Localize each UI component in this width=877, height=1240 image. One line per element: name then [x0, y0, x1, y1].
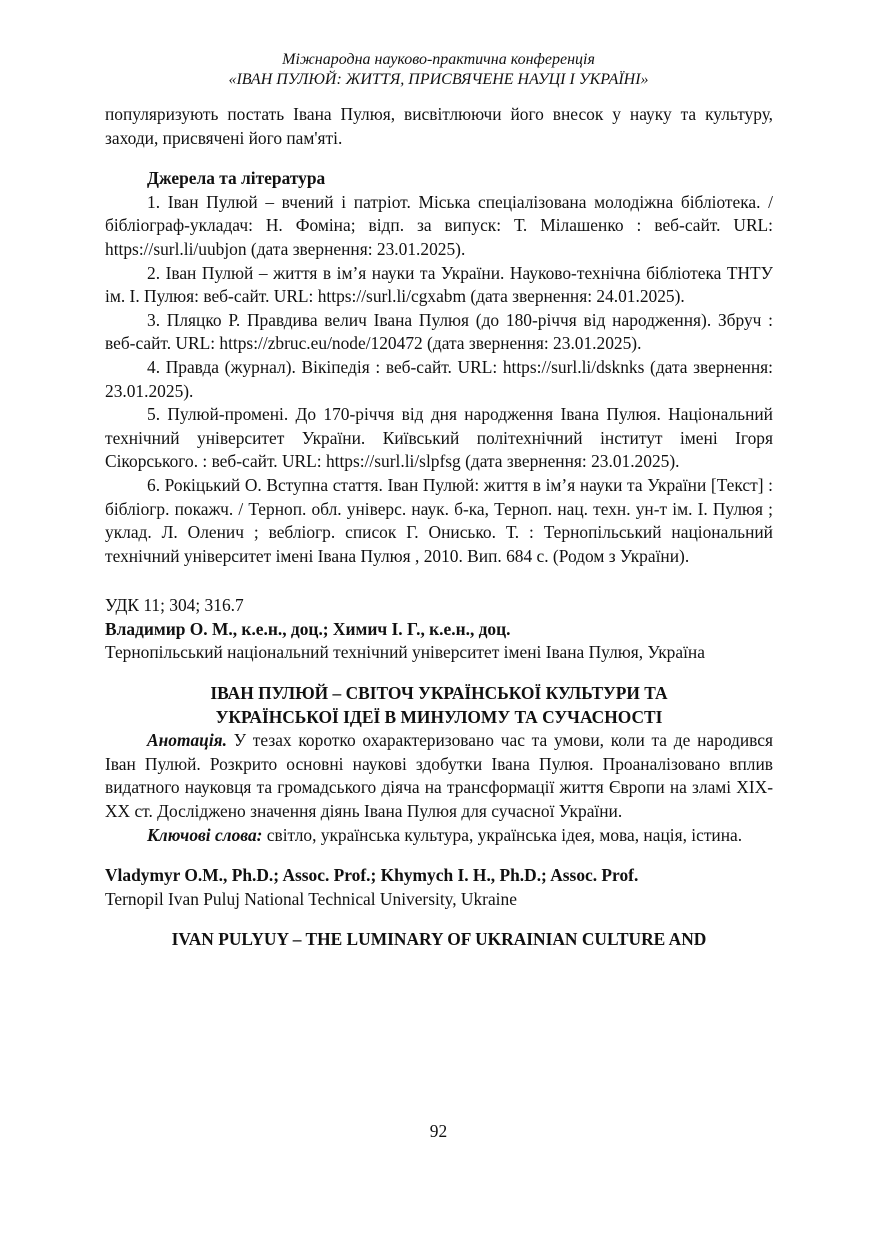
source-item-2: 2. Іван Пулюй – життя в ім’я науки та України. Науково-технічна бібліотека ТНТУ ім. І. Пулюя: веб-сайт. URL: https://surl.li/cgxabm (дата звернення: 24.01.2025).	[105, 262, 773, 307]
conference-header-line2: «ІВАН ПУЛЮЙ: ЖИТТЯ, ПРИСВЯЧЕНЕ НАУЦІ І УКРАЇНІ»	[228, 71, 649, 88]
authors-ua: Владимир О. М., к.е.н., доц.; Химич І. Г., к.е.н., доц.	[105, 618, 511, 639]
authors-en: Vladymyr O.M., Ph.D.; Assoc. Prof.; Khymych I. H., Ph.D.; Assoc. Prof.	[105, 865, 639, 886]
abstract-text: У тезах коротко охарактеризовано час та умови, коли та де народився Іван Пулюй. Розкрито основні наукові здобутки Івана Пулюя. Проаналізовано вплив видатного науковця та громадського діяча на трансформації життя Європи на зламі ХІХ-ХХ ст. Досліджено значення діянь Івана Пулюя для сучасної України.	[105, 730, 773, 822]
title-ua-line2: УКРАЇНСЬКОЇ ІДЕЇ В МИНУЛОМУ ТА СУЧАСНОСТІ	[215, 706, 663, 727]
keywords-label: Ключові слова:	[147, 824, 263, 845]
page-content	[105, 103, 773, 952]
title-ua-line1: ІВАН ПУЛЮЙ – СВІТОЧ УКРАЇНСЬКОЇ КУЛЬТУРИ ТА	[210, 683, 668, 704]
conference-header-line1: Міжнародна науково-практична конференція	[282, 51, 595, 68]
keywords-paragraph	[105, 824, 773, 848]
source-item-5: 5. Пулюй-промені. До 170-річчя від дня народження Івана Пулюя. Національний технічний університет України. Київський політехнічний інститут імені Ігоря Сікорського. : веб-сайт. URL: https://surl.li/slpfsg (дата звернення: 23.01.2025).	[105, 404, 773, 472]
affiliation-en: Ternopil Ivan Puluj National Technical University, Ukraine	[105, 888, 517, 909]
source-item-3: 3. Пляцко Р. Правдива велич Івана Пулюя (до 180-річчя від народження). Збруч : веб-сайт. URL: https://zbruc.eu/node/120472 (дата звернення: 23.01.2025).	[105, 309, 773, 354]
abstract-label: Анотація.	[147, 730, 227, 751]
source-item-6: 6. Рокіцький О. Вступна стаття. Іван Пулюй: життя в ім’я науки та України [Текст] : бібліогр. покажч. / Терноп. обл. універс. наук. б-ка, Терноп. нац. техн. ун-т ім. І. Пулюя ; уклад. Л. Оленич ; вебліогр. список Г. Онисько. Т. : Тернопільський національний технічний університет імені Івана Пулюя , 2010. Вип. 684 с. (Родом з України).	[105, 474, 773, 566]
sources-heading: Джерела та література	[147, 168, 326, 189]
keywords-text: світло, українська культура, українська ідея, мова, нація, істина.	[262, 824, 743, 845]
intro-paragraph: популяризують постать Івана Пулюя, висвітлюючи його внесок у науку та культуру, заходи, присвячені його пам'яті.	[105, 104, 773, 148]
source-item-4: 4. Правда (журнал). Вікіпедія : веб-сайт. URL: https://surl.li/dsknks (дата звернення: 23.01.2025).	[105, 356, 773, 401]
affiliation-ua: Тернопільський національний технічний університет імені Івана Пулюя, Україна	[105, 642, 705, 663]
page-number: 92	[429, 1121, 448, 1141]
title-en-line1: IVAN PULYUY – THE LUMINARY OF UKRAINIAN CULTURE AND	[171, 929, 707, 950]
source-item-1: 1. Іван Пулюй – вчений і патріот. Міська спеціалізована молодіжна бібліотека. / бібліограф-укладач: Н. Фоміна; відп. за випуск: Т. Мілашенко : веб-сайт. URL: https://surl.li/uubjon (дата звернення: 23.01.2025).	[105, 191, 773, 259]
udc-code: УДК 11; 304; 316.7	[105, 595, 244, 616]
abstract-paragraph	[105, 729, 773, 823]
